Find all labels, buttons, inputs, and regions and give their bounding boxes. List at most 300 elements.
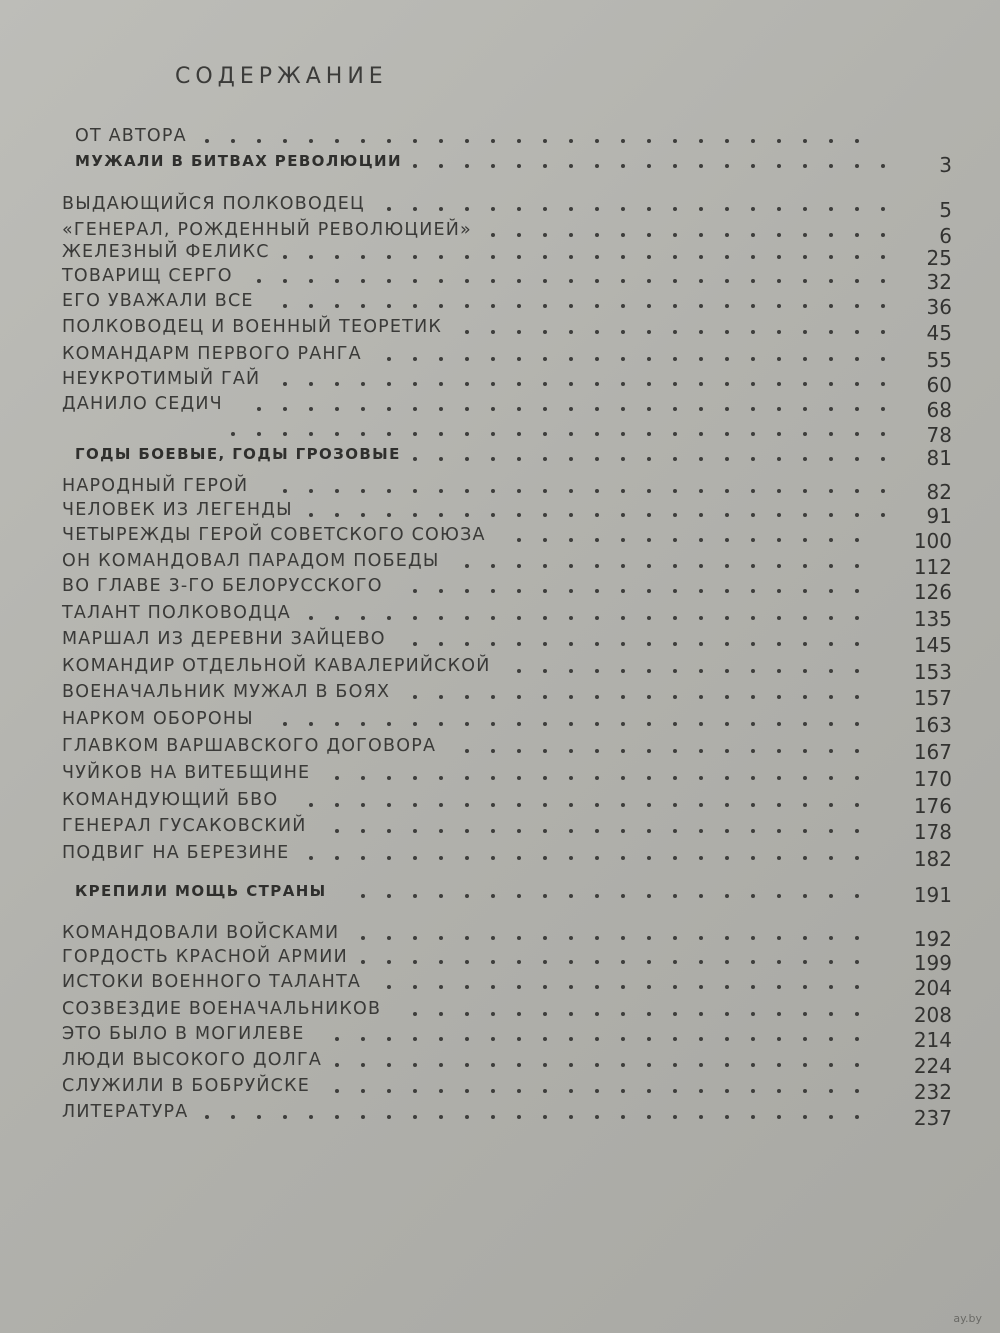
leader-dot <box>569 139 573 143</box>
leader-dot <box>621 407 625 411</box>
toc-entry <box>0 789 1000 818</box>
leader-dot <box>569 407 573 411</box>
entry-title: СОЗВЕЗДИЕ ВОЕНАЧАЛЬНИКОВ <box>62 999 382 1019</box>
leader-dot <box>439 936 443 940</box>
leader-dot <box>621 776 625 780</box>
leader-dot <box>855 538 859 542</box>
leader-dot <box>309 139 313 143</box>
leader-dot <box>257 279 261 283</box>
leader-dot <box>777 233 781 237</box>
page-number: 36 <box>926 295 952 319</box>
leader-dot <box>647 513 651 517</box>
toc-entry <box>0 343 1000 372</box>
leader-dot <box>595 330 599 334</box>
leader-dot <box>699 776 703 780</box>
page-number: 60 <box>926 373 952 397</box>
leader-dot <box>491 432 495 436</box>
leader-dot <box>283 382 287 386</box>
leader-dot <box>647 985 651 989</box>
leader-dot <box>751 279 755 283</box>
leader-dot <box>517 642 521 646</box>
leader-dot <box>491 255 495 259</box>
leader-dot <box>413 164 417 168</box>
leader-dot <box>543 279 547 283</box>
leader-dot <box>465 803 469 807</box>
leader-dot <box>595 616 599 620</box>
leader-dot <box>387 139 391 143</box>
entry-title: ДАНИЛО СЕДИЧ <box>62 394 223 414</box>
leader-dot <box>387 279 391 283</box>
leader-dot <box>855 489 859 493</box>
leader-dot <box>751 803 755 807</box>
leader-dot <box>647 382 651 386</box>
toc-entry <box>0 735 1000 764</box>
leader-dot <box>413 1089 417 1093</box>
leader-dot <box>595 894 599 898</box>
page-number: 82 <box>926 480 952 504</box>
leader-dot <box>647 695 651 699</box>
leader-dot <box>569 829 573 833</box>
leader-dot <box>517 936 521 940</box>
leader-dot <box>439 279 443 283</box>
page-number: 45 <box>926 321 952 345</box>
leader-dot <box>647 1063 651 1067</box>
leader-dot <box>777 538 781 542</box>
leader-dot <box>829 164 833 168</box>
leader-dot <box>309 803 313 807</box>
leader-dot <box>725 304 729 308</box>
leader-dot <box>647 803 651 807</box>
leader-dot <box>621 803 625 807</box>
leader-dot <box>751 407 755 411</box>
entry-title: ИСТОКИ ВОЕННОГО ТАЛАНТА <box>62 972 362 992</box>
leader-dot <box>595 513 599 517</box>
leader-dots <box>0 150 1000 176</box>
toc-entry <box>0 971 1000 1000</box>
leader-dot <box>621 669 625 673</box>
leader-dot <box>439 960 443 964</box>
leader-dot <box>751 695 755 699</box>
leader-dot <box>465 489 469 493</box>
leader-dot <box>855 722 859 726</box>
leader-dots <box>0 575 1000 604</box>
leader-dot <box>803 960 807 964</box>
entry-title: КОМАНДАРМ ПЕРВОГО РАНГА <box>62 344 362 364</box>
leader-dot <box>725 616 729 620</box>
leader-dot <box>829 985 833 989</box>
leader-dot <box>569 457 573 461</box>
leader-dot <box>465 139 469 143</box>
toc-entry <box>0 575 1000 604</box>
section-title: ГОДЫ БОЕВЫЕ, ГОДЫ ГРОЗОВЫЕ <box>75 445 401 463</box>
leader-dot <box>543 1063 547 1067</box>
leader-dots <box>0 815 1000 844</box>
leader-dot <box>543 1037 547 1041</box>
leader-dot <box>595 749 599 753</box>
leader-dot <box>777 139 781 143</box>
leader-dot <box>803 803 807 807</box>
leader-dot <box>465 776 469 780</box>
leader-dot <box>855 1037 859 1041</box>
leader-dots <box>0 443 1000 469</box>
entry-title: ЛЮДИ ВЫСОКОГО ДОЛГА <box>62 1050 323 1070</box>
leader-dot <box>439 1115 443 1119</box>
leader-dot <box>777 564 781 568</box>
leader-dot <box>491 357 495 361</box>
leader-dot <box>725 669 729 673</box>
leader-dot <box>439 803 443 807</box>
leader-dot <box>673 538 677 542</box>
leader-dot <box>335 432 339 436</box>
leader-dot <box>647 829 651 833</box>
leader-dot <box>699 330 703 334</box>
leader-dot <box>543 255 547 259</box>
leader-dot <box>543 207 547 211</box>
leader-dot <box>387 407 391 411</box>
leader-dot <box>751 749 755 753</box>
leader-dot <box>673 776 677 780</box>
leader-dot <box>803 457 807 461</box>
entry-title: ГОРДОСТЬ КРАСНОЙ АРМИИ <box>62 947 348 967</box>
leader-dot <box>517 669 521 673</box>
leader-dot <box>517 457 521 461</box>
leader-dot <box>855 829 859 833</box>
leader-dot <box>855 382 859 386</box>
leader-dot <box>673 304 677 308</box>
leader-dot <box>413 207 417 211</box>
leader-dot <box>569 642 573 646</box>
leader-dot <box>439 457 443 461</box>
leader-dot <box>543 894 547 898</box>
entry-title: ВОЕНАЧАЛЬНИК МУЖАЛ В БОЯХ <box>62 682 391 702</box>
leader-dot <box>803 985 807 989</box>
leader-dot <box>439 207 443 211</box>
leader-dot <box>647 207 651 211</box>
leader-dot <box>725 894 729 898</box>
leader-dot <box>439 1089 443 1093</box>
page-number: 167 <box>913 740 952 764</box>
page-number: 163 <box>913 713 952 737</box>
leader-dot <box>803 164 807 168</box>
leader-dot <box>699 1012 703 1016</box>
toc-entry <box>0 762 1000 791</box>
leader-dot <box>491 894 495 898</box>
leader-dot <box>413 985 417 989</box>
leader-dot <box>621 936 625 940</box>
leader-dot <box>673 330 677 334</box>
page-number: 25 <box>926 246 952 270</box>
leader-dot <box>621 589 625 593</box>
leader-dot <box>855 457 859 461</box>
leader-dot <box>283 722 287 726</box>
toc-entry <box>0 842 1000 871</box>
leader-dot <box>647 564 651 568</box>
leader-dot <box>595 255 599 259</box>
leader-dot <box>543 776 547 780</box>
leader-dot <box>647 749 651 753</box>
leader-dot <box>517 1063 521 1067</box>
leader-dot <box>673 616 677 620</box>
leader-dot <box>361 1089 365 1093</box>
leader-dots <box>0 193 1000 222</box>
leader-dot <box>543 642 547 646</box>
leader-dot <box>361 432 365 436</box>
leader-dot <box>517 1037 521 1041</box>
leader-dot <box>699 1115 703 1119</box>
leader-dot <box>361 776 365 780</box>
leader-dot <box>647 1037 651 1041</box>
leader-dot <box>725 749 729 753</box>
leader-dot <box>673 669 677 673</box>
leader-dot <box>647 616 651 620</box>
leader-dots <box>0 602 1000 631</box>
entry-title: ОТ АВТОРА <box>75 126 187 146</box>
leader-dot <box>517 538 521 542</box>
page-number: 68 <box>926 398 952 422</box>
leader-dot <box>621 1115 625 1119</box>
leader-dot <box>829 457 833 461</box>
leader-dots <box>0 265 1000 294</box>
leader-dot <box>829 960 833 964</box>
leader-dot <box>595 382 599 386</box>
leader-dot <box>621 538 625 542</box>
leader-dot <box>673 1089 677 1093</box>
leader-dot <box>309 279 313 283</box>
leader-dot <box>569 695 573 699</box>
leader-dot <box>803 357 807 361</box>
leader-dot <box>777 255 781 259</box>
leader-dot <box>283 279 287 283</box>
leader-dot <box>517 894 521 898</box>
leader-dot <box>569 985 573 989</box>
leader-dot <box>491 304 495 308</box>
leader-dot <box>361 894 365 898</box>
leader-dot <box>543 589 547 593</box>
leader-dot <box>751 1115 755 1119</box>
page-number: 135 <box>913 607 952 631</box>
leader-dot <box>595 722 599 726</box>
leader-dot <box>621 457 625 461</box>
leader-dot <box>725 564 729 568</box>
leader-dot <box>361 856 365 860</box>
leader-dot <box>803 829 807 833</box>
leader-dot <box>543 139 547 143</box>
page-number: 55 <box>926 348 952 372</box>
leader-dot <box>491 457 495 461</box>
leader-dot <box>439 1063 443 1067</box>
leader-dot <box>491 776 495 780</box>
leader-dot <box>569 856 573 860</box>
leader-dot <box>517 856 521 860</box>
leader-dot <box>439 407 443 411</box>
leader-dot <box>751 330 755 334</box>
leader-dot <box>647 1089 651 1093</box>
leader-dot <box>751 233 755 237</box>
section-title: КРЕПИЛИ МОЩЬ СТРАНЫ <box>75 882 327 900</box>
leader-dot <box>439 357 443 361</box>
leader-dot <box>517 139 521 143</box>
leader-dot <box>621 722 625 726</box>
leader-dot <box>569 616 573 620</box>
toc-entry <box>0 998 1000 1027</box>
leader-dot <box>829 513 833 517</box>
leader-dot <box>517 1089 521 1093</box>
leader-dot <box>829 616 833 620</box>
leader-dot <box>777 829 781 833</box>
leader-dot <box>491 1037 495 1041</box>
toc-entry <box>0 655 1000 684</box>
leader-dot <box>491 207 495 211</box>
leader-dot <box>777 279 781 283</box>
leader-dot <box>699 722 703 726</box>
leader-dot <box>413 616 417 620</box>
leader-dot <box>855 985 859 989</box>
leader-dot <box>725 382 729 386</box>
leader-dot <box>699 207 703 211</box>
leader-dot <box>777 1089 781 1093</box>
leader-dot <box>439 513 443 517</box>
leader-dot <box>309 382 313 386</box>
leader-dot <box>673 960 677 964</box>
leader-dot <box>361 489 365 493</box>
leader-dot <box>569 589 573 593</box>
leader-dot <box>751 1012 755 1016</box>
leader-dot <box>699 233 703 237</box>
leader-dot <box>517 829 521 833</box>
leader-dot <box>699 695 703 699</box>
leader-dot <box>205 1115 209 1119</box>
leader-dot <box>569 722 573 726</box>
leader-dot <box>803 1115 807 1119</box>
leader-dot <box>465 642 469 646</box>
leader-dot <box>465 695 469 699</box>
leader-dot <box>803 255 807 259</box>
leader-dot <box>569 330 573 334</box>
leader-dot <box>387 1115 391 1119</box>
leader-dot <box>595 164 599 168</box>
leader-dot <box>465 164 469 168</box>
leader-dot <box>673 589 677 593</box>
leader-dot <box>855 407 859 411</box>
leader-dot <box>517 432 521 436</box>
leader-dot <box>829 1115 833 1119</box>
leader-dot <box>335 803 339 807</box>
leader-dot <box>803 564 807 568</box>
leader-dot <box>517 382 521 386</box>
leader-dot <box>413 1115 417 1119</box>
leader-dot <box>439 642 443 646</box>
leader-dot <box>647 304 651 308</box>
toc-section-heading <box>0 150 1000 176</box>
leader-dot <box>387 960 391 964</box>
leader-dot <box>569 304 573 308</box>
leader-dot <box>673 139 677 143</box>
entry-title: «ГЕНЕРАЛ, РОЖДЕННЫЙ РЕВОЛЮЦИЕЙ» <box>62 220 472 240</box>
leader-dots <box>0 393 1000 422</box>
leader-dots <box>0 708 1000 737</box>
leader-dot <box>283 1115 287 1119</box>
leader-dot <box>569 538 573 542</box>
leader-dot <box>309 489 313 493</box>
leader-dots <box>0 1049 1000 1078</box>
leader-dot <box>777 513 781 517</box>
leader-dot <box>387 432 391 436</box>
leader-dot <box>361 382 365 386</box>
leader-dot <box>439 1012 443 1016</box>
page-number: 153 <box>913 660 952 684</box>
leader-dot <box>855 255 859 259</box>
leader-dot <box>777 803 781 807</box>
leader-dot <box>569 1063 573 1067</box>
leader-dot <box>829 749 833 753</box>
entry-title: КОМАНДОВАЛИ ВОЙСКАМИ <box>62 923 340 943</box>
page-number: 5 <box>939 198 952 222</box>
leader-dot <box>465 894 469 898</box>
leader-dot <box>777 616 781 620</box>
leader-dot <box>413 776 417 780</box>
leader-dot <box>595 457 599 461</box>
leader-dots <box>0 550 1000 579</box>
leader-dot <box>829 589 833 593</box>
leader-dot <box>465 457 469 461</box>
toc-entry <box>0 316 1000 345</box>
leader-dot <box>595 304 599 308</box>
leader-dot <box>855 330 859 334</box>
leader-dot <box>413 513 417 517</box>
toc-entry <box>0 290 1000 319</box>
leader-dot <box>543 749 547 753</box>
leader-dot <box>491 513 495 517</box>
leader-dot <box>621 489 625 493</box>
leader-dot <box>621 164 625 168</box>
leader-dot <box>621 139 625 143</box>
leader-dot <box>855 856 859 860</box>
leader-dot <box>777 776 781 780</box>
leader-dot <box>491 233 495 237</box>
toc-entry <box>0 922 1000 951</box>
leader-dot <box>803 749 807 753</box>
page-number: 32 <box>926 270 952 294</box>
leader-dot <box>439 489 443 493</box>
leader-dot <box>439 255 443 259</box>
leader-dot <box>751 1063 755 1067</box>
leader-dot <box>491 936 495 940</box>
leader-dot <box>387 776 391 780</box>
leader-dot <box>829 407 833 411</box>
leader-dot <box>387 207 391 211</box>
leader-dot <box>803 513 807 517</box>
toc-entry <box>0 241 1000 270</box>
leader-dot <box>335 722 339 726</box>
entry-title: СЛУЖИЛИ В БОБРУЙСКЕ <box>62 1076 310 1096</box>
leader-dot <box>387 382 391 386</box>
leader-dot <box>725 1037 729 1041</box>
leader-dot <box>751 936 755 940</box>
leader-dot <box>465 749 469 753</box>
leader-dot <box>413 894 417 898</box>
leader-dot <box>517 960 521 964</box>
leader-dot <box>413 642 417 646</box>
leader-dot <box>465 616 469 620</box>
leader-dot <box>725 538 729 542</box>
leader-dot <box>335 279 339 283</box>
leader-dot <box>465 513 469 517</box>
leader-dot <box>803 695 807 699</box>
leader-dot <box>855 207 859 211</box>
leader-dot <box>361 936 365 940</box>
leader-dot <box>829 856 833 860</box>
leader-dot <box>829 722 833 726</box>
